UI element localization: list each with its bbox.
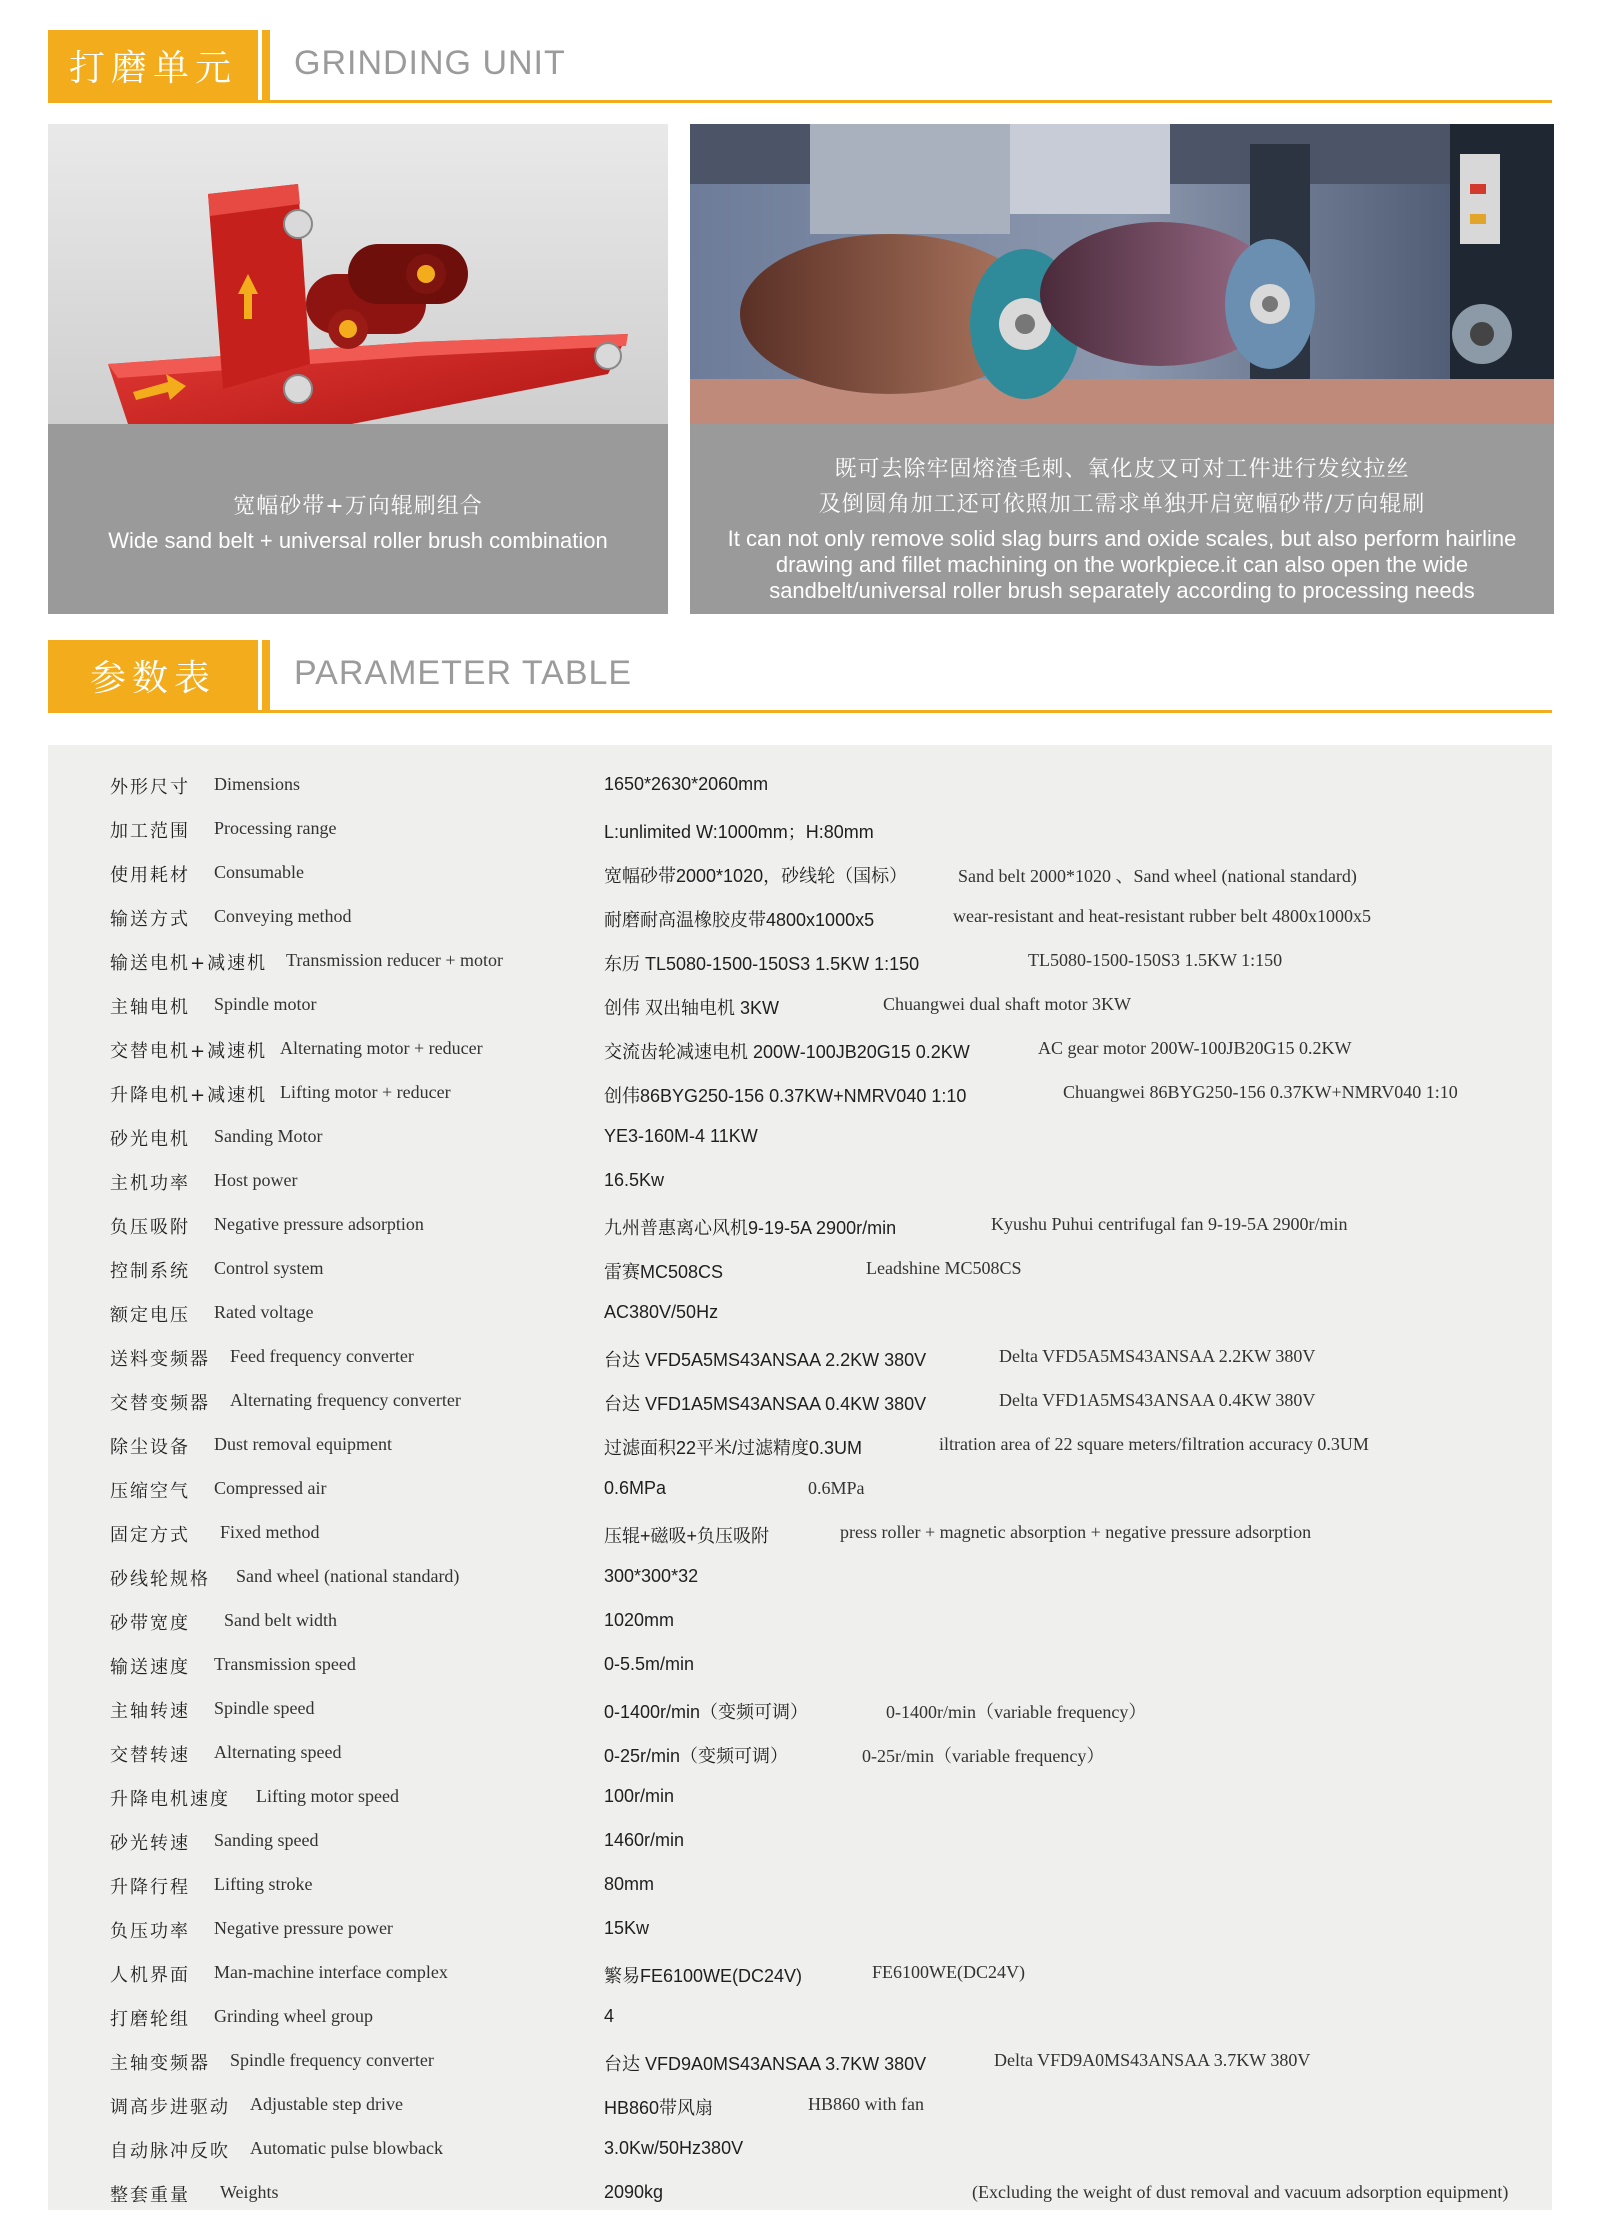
param-name-en: Processing range [214,818,337,838]
parameter-table-header [48,640,1552,714]
param-name-zh: 升降电机+减速机 [110,1085,268,1106]
belt-brush-illustration [48,124,668,424]
brush-caption-en-line3: sandbelt/universal roller brush separately according to processing needs [769,578,1475,603]
table-row [48,1997,1552,2041]
param-value-en: Leadshine MC508CS [866,1258,1022,1278]
param-name-en: Transmission speed [214,1654,356,1674]
param-name-en: Control system [214,1258,324,1278]
brush-caption-zh-line2: 及倒圆角加工还可依照加工需求单独开启宽幅砂带/万向辊刷 [818,492,1426,517]
param-name-en: Spindle motor [214,994,317,1014]
table-row [48,2173,1552,2217]
table-row [48,1469,1552,1513]
param-value: 创伟86BYG250-156 0.37KW+NMRV040 1:10 [604,1086,967,1106]
grinding-unit-title-en: GRINDING UNIT [294,44,566,82]
param-value: 16.5Kw [604,1170,665,1190]
param-value-en: Delta VFD5A5MS43ANSAA 2.2KW 380V [999,1346,1316,1366]
table-row [48,1689,1552,1733]
param-value-en: (Excluding the weight of dust removal and vacuum adsorption equipment) [972,2182,1509,2202]
param-name-en: Sand belt width [224,1610,337,1630]
param-name-en: Dimensions [214,774,301,794]
param-name-en: Lifting stroke [214,1874,313,1894]
header-rule [48,100,1552,103]
table-row [48,809,1552,853]
param-value: 台达 VFD1A5MS43ANSAA 0.4KW 380V [604,1394,927,1414]
param-name-zh: 自动脉冲反吹 [110,2141,230,2162]
param-value-en: Chuangwei dual shaft motor 3KW [883,994,1131,1014]
brush-caption-zh-line1: 既可去除牢固熔渣毛刺、氧化皮又可对工件进行发纹拉丝 [834,457,1410,482]
param-value-en: wear-resistant and heat-resistant rubber belt 4800x1000x5 [953,906,1372,926]
param-name-zh: 输送速度 [110,1657,190,1678]
param-value-en: press roller + magnetic absorption + negative pressure adsorption [840,1522,1312,1542]
title-accent-strip [262,640,270,710]
param-name-en: Fixed method [220,1522,320,1542]
param-value: 压辊+磁吸+负压吸附 [604,1526,770,1546]
param-name-zh: 额定电压 [110,1305,190,1326]
param-value-en: TL5080-1500-150S3 1.5KW 1:150 [1028,950,1283,970]
param-value: 0.6MPa [604,1478,667,1498]
param-name-en: Conveying method [214,906,352,926]
table-row [48,2085,1552,2129]
table-row [48,1073,1552,1117]
param-name-zh: 输送方式 [110,909,190,930]
param-value: HB860带风扇 [604,2098,714,2118]
param-name-en: Man-machine interface complex [214,1962,448,1982]
param-value: 15Kw [604,1918,650,1938]
param-name-zh: 主轴变频器 [110,2053,210,2074]
table-row [48,1381,1552,1425]
table-row [48,1557,1552,1601]
param-value: YE3-160M-4 11KW [604,1126,758,1146]
table-row [48,941,1552,985]
param-value-en: Chuangwei 86BYG250-156 0.37KW+NMRV040 1:10 [1063,1082,1458,1102]
param-value: 1460r/min [604,1830,685,1850]
param-value: L:unlimited W:1000mm；H:80mm [604,822,874,842]
param-name-zh: 外形尺寸 [110,777,190,798]
param-name-zh: 砂光转速 [110,1833,190,1854]
roller-brush-photo [690,124,1554,424]
parameter-table-title-zh: 参数表 [48,640,258,710]
param-name-zh: 砂带宽度 [110,1613,190,1634]
param-value-en: iltration area of 22 square meters/filtration accuracy 0.3UM [939,1434,1369,1454]
param-name-en: Rated voltage [214,1302,314,1322]
param-value-en: Delta VFD1A5MS43ANSAA 0.4KW 380V [999,1390,1316,1410]
param-name-zh: 打磨轮组 [110,2009,190,2030]
param-name-en: Negative pressure adsorption [214,1214,424,1234]
table-row [48,1601,1552,1645]
belt-brush-caption [48,489,668,554]
param-value: 80mm [604,1874,655,1894]
param-value: 3.0Kw/50Hz380V [604,2138,744,2158]
parameter-table-title-en: PARAMETER TABLE [294,654,633,692]
param-value: 过滤面积22平米/过滤精度0.3UM [604,1438,863,1458]
param-value-en: HB860 with fan [808,2094,924,2114]
param-value: 东历 TL5080-1500-150S3 1.5KW 1:150 [604,954,920,974]
param-name-zh: 固定方式 [110,1525,190,1546]
param-name-en: Alternating frequency converter [230,1390,461,1410]
brush-photo-caption [690,452,1554,604]
param-name-zh: 交替变频器 [110,1393,210,1414]
param-value: 台达 VFD9A0MS43ANSAA 3.7KW 380V [604,2054,927,2074]
table-row [48,1821,1552,1865]
param-value: 宽幅砂带2000*1020，砂线轮（国标） [604,866,908,886]
brush-caption-en-line1: It can not only remove solid slag burrs and oxide scales, but also perform hairline [727,526,1517,551]
table-row [48,1029,1552,1073]
table-row [48,1777,1552,1821]
belt-brush-panel [48,124,668,614]
param-name-en: Consumable [214,862,304,882]
brush-caption-en-line2: drawing and fillet machining on the workpiece.it can also open the wide [775,552,1469,577]
param-value: 1020mm [604,1610,675,1630]
param-name-zh: 升降行程 [110,1877,190,1898]
param-name-en: Negative pressure power [214,1918,393,1938]
table-row [48,1513,1552,1557]
param-name-zh: 砂线轮规格 [110,1569,210,1590]
param-name-zh: 送料变频器 [110,1349,210,1370]
param-name-en: Dust removal equipment [214,1434,392,1454]
param-name-zh: 压缩空气 [110,1481,190,1502]
param-name-zh: 使用耗材 [110,865,190,886]
param-name-en: Grinding wheel group [214,2006,373,2026]
table-row [48,1425,1552,1469]
param-value: 创伟 双出轴电机 3KW [604,998,780,1018]
param-name-en: Lifting motor speed [256,1786,399,1806]
param-name-zh: 整套重量 [110,2185,190,2206]
brush-photo-panel [690,124,1554,614]
param-value: 1650*2630*2060mm [604,774,769,794]
param-name-zh: 除尘设备 [110,1437,190,1458]
table-row [48,1117,1552,1161]
param-value: 交流齿轮减速电机 200W-100JB20G15 0.2KW [604,1042,970,1062]
param-value: 0-5.5m/min [604,1654,695,1674]
param-name-en: Spindle speed [214,1698,315,1718]
param-value: 4 [604,2006,615,2026]
param-value-en: 0-1400r/min（variable frequency） [886,1702,1147,1722]
table-row [48,765,1552,809]
param-name-en: Transmission reducer + motor [286,950,503,970]
param-name-zh: 主轴转速 [110,1701,190,1722]
parameter-table [48,745,1552,2210]
param-value: 0-25r/min（变频可调） [604,1746,789,1766]
table-row [48,853,1552,897]
param-name-en: Alternating motor + reducer [280,1038,483,1058]
param-name-zh: 升降电机速度 [110,1789,230,1810]
table-row [48,1865,1552,1909]
header-rule [48,710,1552,713]
param-name-en: Adjustable step drive [250,2094,403,2114]
param-name-en: Compressed air [214,1478,327,1498]
param-name-zh: 交替电机+减速机 [110,1041,268,1062]
table-row [48,1645,1552,1689]
param-value: 100r/min [604,1786,675,1806]
param-name-zh: 交替转速 [110,1745,190,1766]
param-value: 耐磨耐高温橡胶皮带4800x1000x5 [604,910,875,930]
param-name-zh: 调高步进驱动 [110,2097,230,2118]
table-row [48,1909,1552,1953]
param-value: 繁易FE6100WE(DC24V) [604,1966,803,1986]
param-name-en: Feed frequency converter [230,1346,414,1366]
param-name-en: Sanding Motor [214,1126,323,1146]
param-name-zh: 人机界面 [110,1965,190,1986]
title-accent-strip [262,30,270,100]
param-value: 九州普惠离心风机9-19-5A 2900r/min [604,1218,897,1238]
table-row [48,1249,1552,1293]
table-row [48,1337,1552,1381]
table-row [48,985,1552,1029]
param-name-zh: 主轴电机 [110,997,190,1018]
param-name-zh: 负压吸附 [110,1217,190,1238]
param-name-en: Sand wheel (national standard) [236,1566,460,1586]
param-name-en: Weights [220,2182,279,2202]
param-name-zh: 输送电机+减速机 [110,953,268,974]
param-value-en: Sand belt 2000*1020 、Sand wheel (national standard) [958,866,1357,886]
table-row [48,2041,1552,2085]
belt-brush-caption-en: Wide sand belt + universal roller brush combination [108,528,608,553]
param-value: AC380V/50Hz [604,1302,719,1322]
table-row [48,1293,1552,1337]
table-row [48,1161,1552,1205]
param-name-zh: 主机功率 [110,1173,190,1194]
param-name-en: Sanding speed [214,1830,319,1850]
table-row [48,897,1552,941]
param-value: 雷赛MC508CS [604,1262,724,1282]
param-value-en: Delta VFD9A0MS43ANSAA 3.7KW 380V [994,2050,1311,2070]
param-value-en: 0.6MPa [808,1478,865,1498]
param-name-en: Host power [214,1170,298,1190]
table-row [48,2129,1552,2173]
grinding-unit-header [48,30,1552,104]
table-row [48,1953,1552,1997]
param-value: 300*300*32 [604,1566,699,1586]
belt-brush-caption-zh: 宽幅砂带+万向辊刷组合 [233,494,483,519]
param-name-zh: 加工范围 [110,821,190,842]
param-name-zh: 负压功率 [110,1921,190,1942]
param-value-en: AC gear motor 200W-100JB20G15 0.2KW [1038,1038,1352,1058]
param-value: 2090kg [604,2182,664,2202]
param-name-en: Spindle frequency converter [230,2050,434,2070]
param-name-zh: 控制系统 [110,1261,190,1282]
param-name-en: Lifting motor + reducer [280,1082,451,1102]
param-value-en: Kyushu Puhui centrifugal fan 9-19-5A 2900r/min [991,1214,1348,1234]
param-name-en: Alternating speed [214,1742,342,1762]
param-value: 台达 VFD5A5MS43ANSAA 2.2KW 380V [604,1350,927,1370]
param-name-zh: 砂光电机 [110,1129,190,1150]
table-row [48,1205,1552,1249]
param-value: 0-1400r/min（变频可调） [604,1702,809,1722]
grinding-unit-title-zh: 打磨单元 [48,30,258,100]
param-value-en: FE6100WE(DC24V) [872,1962,1025,1982]
param-name-en: Automatic pulse blowback [250,2138,443,2158]
table-row [48,1733,1552,1777]
param-value-en: 0-25r/min（variable frequency） [862,1746,1105,1766]
